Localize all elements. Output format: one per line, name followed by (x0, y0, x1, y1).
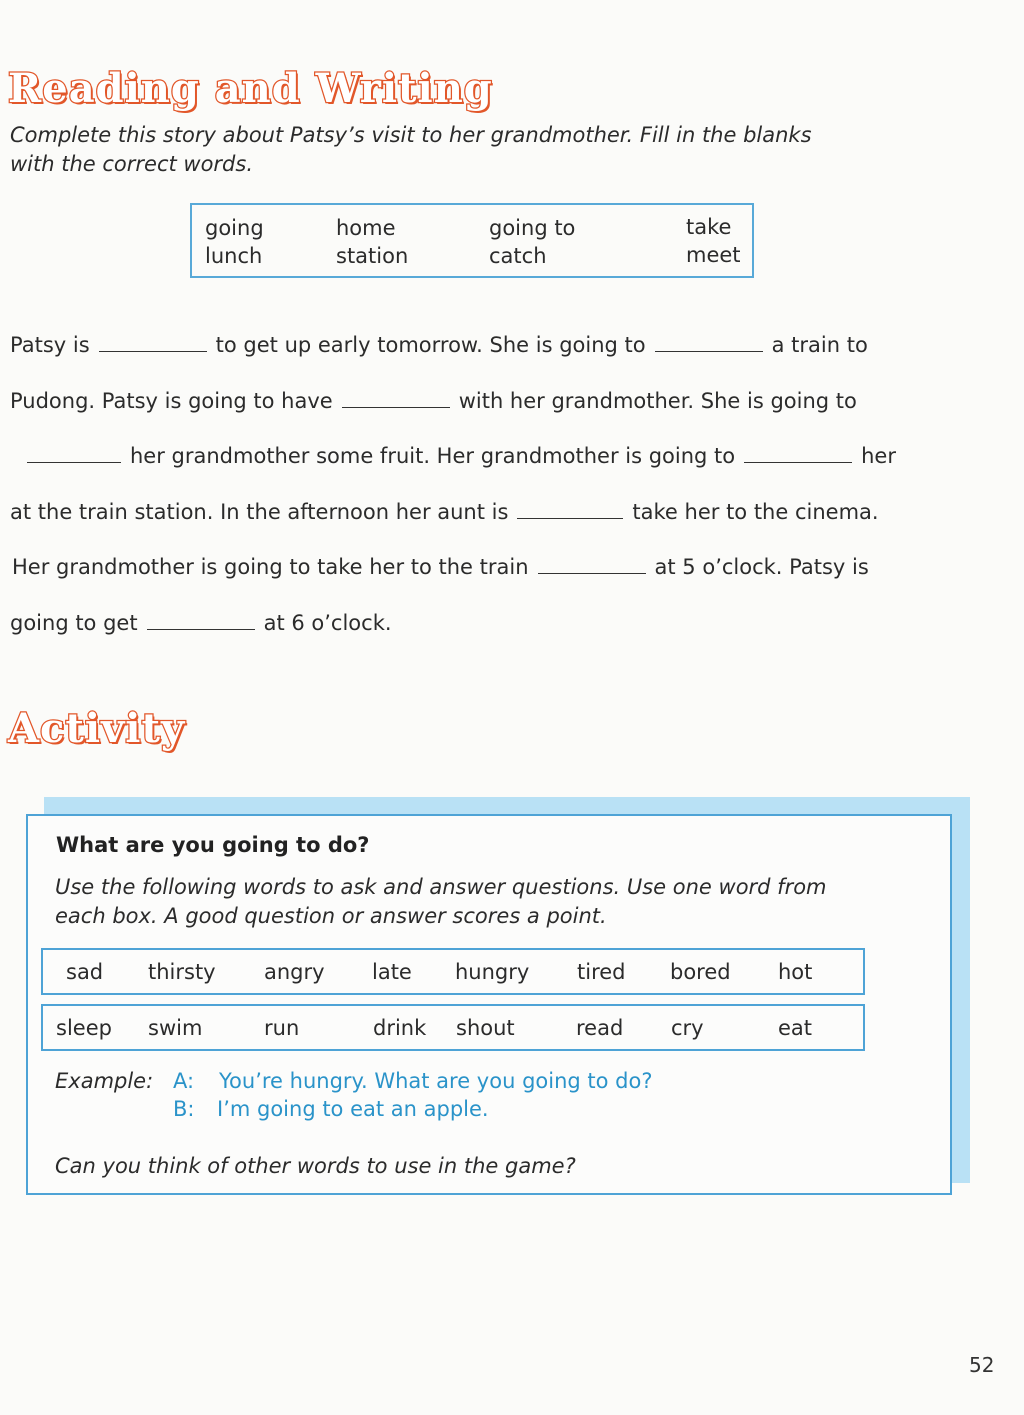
activity-question: What are you going to do? (56, 833, 370, 857)
story-line-1 (10, 330, 868, 360)
feeling-word: bored (670, 960, 731, 984)
story-text: to get up early tomorrow. She is going to (215, 333, 646, 357)
blank-4[interactable] (27, 461, 121, 463)
example-b-prefix: B: (173, 1097, 195, 1121)
blank-1[interactable] (99, 350, 207, 352)
reading-instruction-line-1: Complete this story about Patsy’s visit to her grandmother. Fill in the blanks (10, 123, 812, 147)
action-word: drink (373, 1016, 427, 1040)
word-bank (190, 203, 754, 278)
story-text: her (861, 444, 896, 468)
story-text: Patsy is (10, 333, 90, 357)
example-a-prefix: A: (173, 1069, 195, 1093)
activity-instruction-line-2: each box. A good question or answer scores a point. (55, 904, 607, 928)
example-a-text: You’re hungry. What are you going to do? (219, 1069, 653, 1093)
example-label: Example: (55, 1069, 154, 1093)
feeling-word: tired (577, 960, 626, 984)
blank-2[interactable] (655, 350, 763, 352)
story-text: her grandmother some fruit. Her grandmother is going to (130, 444, 736, 468)
action-word: read (576, 1016, 624, 1040)
activity-panel (26, 814, 952, 1195)
reading-instruction (10, 121, 812, 179)
story-text: take her to the cinema. (632, 500, 879, 524)
word-bank-word: home (336, 216, 396, 240)
feeling-word: hot (778, 960, 813, 984)
page-number: 52 (969, 1353, 995, 1377)
word-bank-word: meet (686, 243, 741, 267)
story-line-2 (10, 386, 857, 416)
reading-instruction-line-2: with the correct words. (10, 152, 254, 176)
story-text: at 6 o’clock. (263, 611, 392, 635)
panel-shade-side (952, 797, 970, 1183)
story-text: a train to (771, 333, 868, 357)
activity-instruction (55, 873, 827, 931)
action-word: shout (456, 1016, 515, 1040)
example-b-text: I’m going to eat an apple. (217, 1097, 489, 1121)
story-text: Pudong. Patsy is going to have (10, 389, 333, 413)
feeling-word: sad (66, 960, 104, 984)
story-text: at the train station. In the afternoon her aunt is (10, 500, 509, 524)
word-bank-word: station (336, 244, 409, 268)
blank-7[interactable] (538, 572, 646, 574)
blank-8[interactable] (147, 628, 255, 630)
word-bank-word: catch (489, 244, 547, 268)
word-bank-word: going (205, 216, 264, 240)
feeling-word: angry (264, 960, 325, 984)
story-line-6 (10, 608, 392, 638)
closing-question: Can you think of other words to use in the game? (55, 1154, 576, 1178)
story-text: at 5 o’clock. Patsy is (654, 555, 869, 579)
action-word: cry (671, 1016, 704, 1040)
section-heading-activity: Activity (8, 705, 186, 752)
feeling-word: hungry (455, 960, 530, 984)
section-heading-reading-writing: Reading and Writing (8, 65, 493, 112)
feeling-word: late (372, 960, 412, 984)
story-text: going to get (10, 611, 138, 635)
feeling-word: thirsty (148, 960, 216, 984)
story-line-4 (10, 497, 879, 527)
story-line-5 (12, 552, 869, 582)
blank-5[interactable] (744, 461, 852, 463)
word-bank-word: going to (489, 216, 576, 240)
action-word: swim (148, 1016, 203, 1040)
word-box-feelings (41, 948, 865, 995)
story-text: with her grandmother. She is going to (458, 389, 857, 413)
word-bank-word: lunch (205, 244, 263, 268)
story-line-3 (18, 441, 896, 471)
story-text: Her grandmother is going to take her to the train (12, 555, 529, 579)
word-box-actions (41, 1004, 865, 1051)
blank-3[interactable] (342, 406, 450, 408)
blank-6[interactable] (517, 517, 623, 519)
activity-instruction-line-1: Use the following words to ask and answer questions. Use one word from (55, 875, 827, 899)
action-word: run (264, 1016, 300, 1040)
word-bank-word: take (686, 215, 732, 239)
action-word: eat (778, 1016, 813, 1040)
action-word: sleep (56, 1016, 112, 1040)
